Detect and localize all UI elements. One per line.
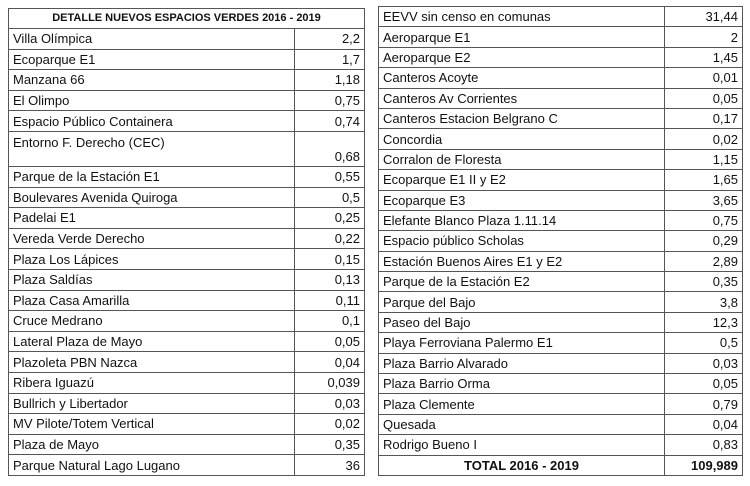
row-name: Canteros Av Corrientes [379,88,665,108]
row-value: 0,01 [665,68,743,88]
row-value: 0,35 [665,272,743,292]
table-row [379,312,743,332]
row-name: Aeroparque E2 [379,47,665,67]
row-name: Corralon de Floresta [379,149,665,169]
total-label: TOTAL 2016 - 2019 [379,455,665,475]
table-row [379,68,743,88]
row-name: Quesada [379,414,665,434]
table-row [9,290,365,311]
row-value: 2 [665,27,743,47]
row-value: 0,35 [295,434,365,455]
table-row [9,414,365,435]
row-name: Canteros Acoyte [379,68,665,88]
table-row [9,49,365,70]
table-title: DETALLE NUEVOS ESPACIOS VERDES 2016 - 2019 [9,9,365,29]
row-name: Parque del Bajo [379,292,665,312]
table-row [9,166,365,187]
row-name: Plazoleta PBN Nazca [9,352,295,373]
row-value: 1,45 [665,47,743,67]
row-name: Aeroparque E1 [379,27,665,47]
row-name: Ecoparque E1 II y E2 [379,170,665,190]
row-name: Entorno F. Derecho (CEC) [9,131,295,166]
row-name: Estación Buenos Aires E1 y E2 [379,251,665,271]
row-name: Ribera Iguazú [9,372,295,393]
table-row [379,108,743,128]
row-name: Plaza Los Lápices [9,249,295,270]
table-row [379,210,743,230]
row-name: Parque de la Estación E1 [9,166,295,187]
row-value: 3,65 [665,190,743,210]
row-name: Canteros Estacion Belgrano C [379,108,665,128]
table-row [9,352,365,373]
row-value: 0,5 [665,333,743,353]
row-value: 0,22 [295,228,365,249]
row-name: Ecoparque E3 [379,190,665,210]
row-value: 0,05 [665,374,743,394]
row-value: 0,11 [295,290,365,311]
row-name: Paseo del Bajo [379,312,665,332]
row-name: Bullrich y Libertador [9,393,295,414]
row-value: 3,8 [665,292,743,312]
row-value: 0,5 [295,187,365,208]
total-row [379,455,743,475]
table-row [379,190,743,210]
row-name: Plaza Saldías [9,269,295,290]
row-name: Cruce Medrano [9,311,295,332]
table-row [9,393,365,414]
row-value: 1,18 [295,70,365,91]
row-value: 12,3 [665,312,743,332]
table-row [9,208,365,229]
row-value: 0,1 [295,311,365,332]
table-row [9,111,365,132]
table-row [9,249,365,270]
table-row [9,434,365,455]
row-value: 0,04 [295,352,365,373]
row-value: 0,83 [665,435,743,455]
table-row [379,7,743,27]
row-value: 31,44 [665,7,743,27]
table-row [9,455,365,476]
row-name: El Olimpo [9,90,295,111]
row-name: Playa Ferroviana Palermo E1 [379,333,665,353]
row-value: 0,05 [665,88,743,108]
row-value: 0,55 [295,166,365,187]
row-name: Plaza de Mayo [9,434,295,455]
row-name: Rodrigo Bueno I [379,435,665,455]
row-value: 0,15 [295,249,365,270]
table-row [379,251,743,271]
row-value: 0,05 [295,331,365,352]
row-value: 0,02 [295,414,365,435]
row-value: 0,75 [665,210,743,230]
left-table [8,8,365,476]
row-value: 0,79 [665,394,743,414]
table-row [9,131,365,166]
row-name: Plaza Clemente [379,394,665,414]
table-row [379,170,743,190]
table-row [379,374,743,394]
row-value: 0,68 [295,131,365,166]
row-name: Plaza Barrio Orma [379,374,665,394]
table-row [379,333,743,353]
row-value: 0,04 [665,414,743,434]
row-value: 1,15 [665,149,743,169]
table-row [379,394,743,414]
table-row [379,353,743,373]
table-row [9,29,365,50]
row-name: Vereda Verde Derecho [9,228,295,249]
row-value: 0,25 [295,208,365,229]
row-name: Lateral Plaza de Mayo [9,331,295,352]
row-value: 1,7 [295,49,365,70]
row-name: Villa Olímpica [9,29,295,50]
row-value: 36 [295,455,365,476]
row-name: Espacio Público Containera [9,111,295,132]
row-name: Parque de la Estación E2 [379,272,665,292]
row-name: Padelai E1 [9,208,295,229]
table-row [9,311,365,332]
total-value: 109,989 [665,455,743,475]
row-value: 0,17 [665,108,743,128]
row-name: Elefante Blanco Plaza 1.11.14 [379,210,665,230]
table-row [9,331,365,352]
row-value: 0,02 [665,129,743,149]
table-row [379,149,743,169]
table-row [379,414,743,434]
row-value: 0,13 [295,269,365,290]
row-name: Manzana 66 [9,70,295,91]
table-row [379,27,743,47]
table-row [9,228,365,249]
row-name: Espacio público Scholas [379,231,665,251]
table-row [379,47,743,67]
row-value: 2,2 [295,29,365,50]
row-value: 1,65 [665,170,743,190]
table-row [379,292,743,312]
table-row [379,129,743,149]
row-name: EEVV sin censo en comunas [379,7,665,27]
row-value: 0,74 [295,111,365,132]
table-row [379,231,743,251]
row-value: 0,75 [295,90,365,111]
row-name: Boulevares Avenida Quiroga [9,187,295,208]
row-value: 2,89 [665,251,743,271]
table-row [9,90,365,111]
table-row [9,70,365,91]
table-row [379,435,743,455]
row-name: Plaza Barrio Alvarado [379,353,665,373]
row-value: 0,03 [295,393,365,414]
row-name: Plaza Casa Amarilla [9,290,295,311]
row-name: Parque Natural Lago Lugano [9,455,295,476]
table-row [379,272,743,292]
row-name: Concordia [379,129,665,149]
row-value: 0,03 [665,353,743,373]
table-row [379,88,743,108]
row-value: 0,29 [665,231,743,251]
right-table [378,6,743,476]
table-row [9,187,365,208]
row-name: MV Pilote/Totem Vertical [9,414,295,435]
table-row [9,269,365,290]
row-name: Ecoparque E1 [9,49,295,70]
row-value: 0,039 [295,372,365,393]
table-row [9,372,365,393]
